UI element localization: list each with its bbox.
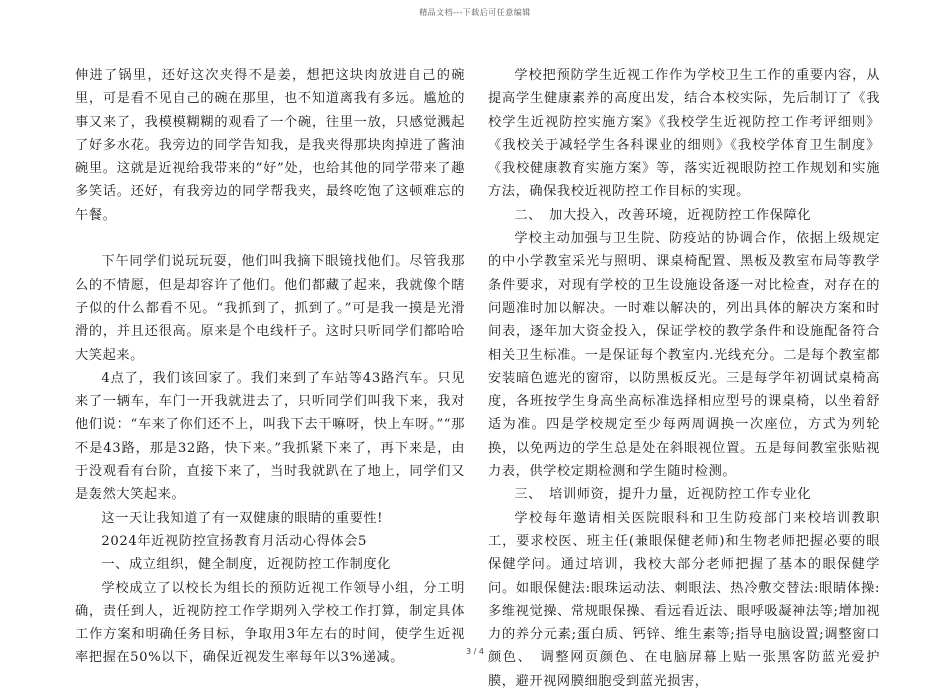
- paragraph-training: 学校每年邀请相关医院眼科和卫生防疫部门来校培训教职工，要求校医、班主任(兼眼保健老师)和生物老师把握必要的眼保健学问。通过培训，我校大部分老师把握了基本的眼保健学问。如眼保健法:眼珠运动法、刺眼法、热冷敷交替法:眼睛体操:多维视觉操、常规眼保操、看远看近法、眼呼吸凝神法等;增加视力的养分元素;蛋白质、钙锌、维生素等;指导电脑设置;调整窗口颜色、 调整网页颜色、在电脑屏幕上贴一张黑客防蓝光爱护膜，避开视网膜细胞受到蓝光损害，: [488, 510, 880, 689]
- paragraph-conclusion: 这一天让我知道了有一双健康的眼睛的重要性!: [101, 510, 384, 526]
- paragraph-afternoon-game: 下午同学们说玩玩耍，他们叫我摘下眼镜找他们。尽管我那么的不情愿，但是却容许了他们。他们都藏了起来，我就像个瞎子似的什么都看不见。“我抓到了，抓到了。”可是我一摸是光滑滑的，并且还很高。原来是个电线杆子。这时只听同学们都哈哈大笑起来。: [75, 254, 465, 363]
- section-title: 2024年近视防控宣扬教育月活动心得体会5: [101, 533, 367, 549]
- left-column: [75, 64, 465, 670]
- paragraph-policies: 学校把预防学生近视工作作为学校卫生工作的重要内容，从提高学生健康素养的高度出发，结合本校实际，先后制订了《我校学生近视防控实施方案》《我校学生近视防控工作考评细则》《我校关于减轻学生各科课业的细则》《我校学体育卫生制度》《我校健康教育实施方案》等，落实近视眼防控工作规划和实施方法，确保我校近视防控工作目标的实现。: [488, 68, 880, 200]
- heading-two: 二、 加大投入，改善环境，近视防控工作保障化: [514, 207, 812, 223]
- heading-three: 三、 培训师资，提升力量，近视防控工作专业化: [514, 487, 812, 503]
- page-number: 3 / 4: [466, 647, 484, 656]
- paragraph-bus-story: 4点了，我们该回家了。我们来到了车站等43路汽车。只见来了一辆车，车门一开我就进去了，只听同学们叫我下来，我对他们说：“车来了你们还不上，叫我下去干嘛呀，快上车呀。”“那不是43路，那是32路，快下来。”我抓紧下来了，再下来是，由于没观看有台阶，直接下来了，当时我就趴在了地上，同学们又是轰然大笑起来。: [75, 370, 465, 503]
- paragraph-lunch-story: 伸进了锅里，还好这次夹得不是姜，想把这块肉放进自己的碗里，可是看不见自己的碗在那里，也不知道离我有多远。尴尬的事又来了，我模模糊糊的观看了一个碗，往里一放，只感觉溅起了好多水花。我旁边的同学告知我，是我夹得那块肉掉进了酱油碗里。这就是近视给我带来的“好”处，也给其他的同学带来了趣多笑话。还好，有我旁边的同学帮我夹，最终吃饱了这顿难忘的午餐。: [75, 68, 465, 223]
- paragraph-organization: 学校成立了以校长为组长的预防近视工作领导小组，分工明确，责任到人，近视防控工作学期列入学校工作打算，制定具体工作方案和明确任务目标，争取用3年左右的时间，使学生近视率把握在50%以下，确保近视发生率每年以3%递减。: [75, 580, 465, 666]
- document-header: 精品文档---下载后可任意编辑: [419, 8, 531, 17]
- heading-one: 一、成立组织，健全制度，近视防控工作制度化: [101, 557, 391, 573]
- paragraph-environment: 学校主动加强与卫生院、防疫站的协调合作，依据上级规定的中小学教室采光与照明、课桌椅配置、黑板及教室布局等教学条件要求，对现有学校的卫生设施设备逐一对比检查，对存在的问题准时加以解决。一时难以解决的，列出具体的解决方案和时间表，逐年加大资金投入，保证学校的教学条件和设施配备符合相关卫生标准。一是保证每个教室内.光线充分。二是每个教室都安装暗色遮光的窗帘，以防黑板反光。三是每学年初调试桌椅高度，各班按学生身高坐高标准选择相应型号的课桌椅，以坐着舒适为准。四是学校规定至少每两周调换一次座位，方式为列轮换，以免两边的学生总是处在斜眼视位置。五是每间教室张贴视力表，供学校定期检测和学生随时检测。: [488, 231, 880, 480]
- right-column: [488, 64, 880, 693]
